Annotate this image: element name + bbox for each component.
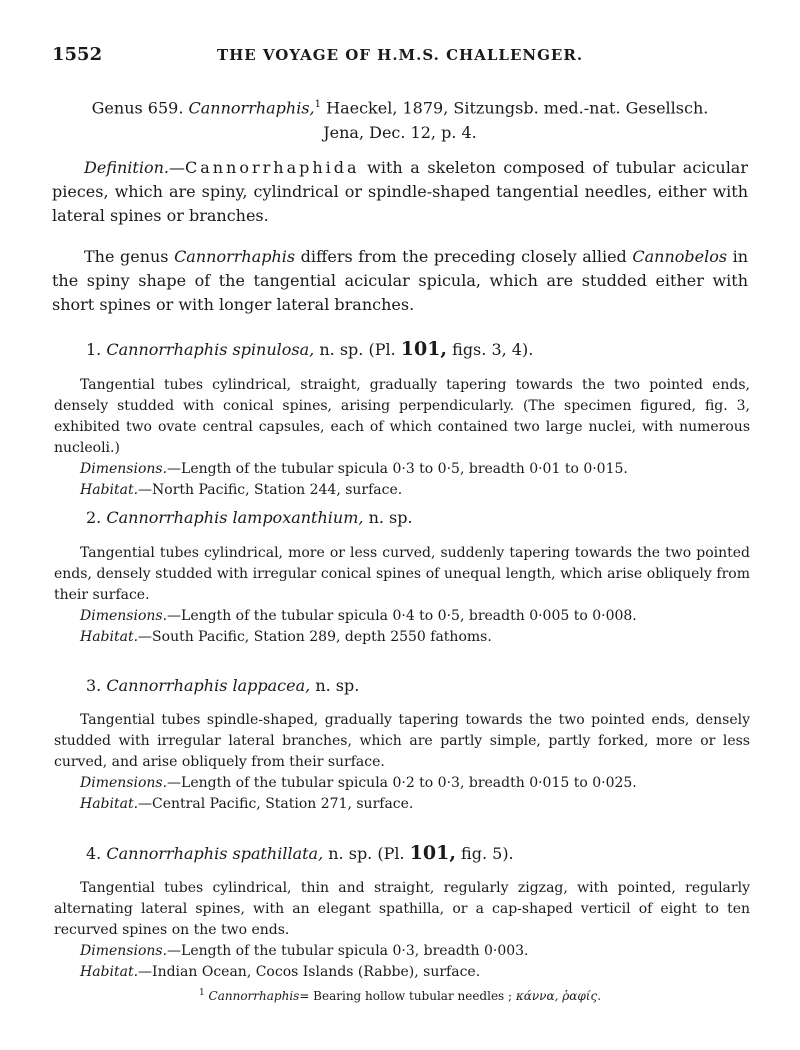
species-name: Cannorrhaphis spinulosa, [106,340,315,359]
footnote-term: Cannorrhaphis [208,989,300,1003]
running-head [52,44,748,68]
species-heading: 2. Cannorrhaphis lampoxanthium, n. sp. [86,508,413,527]
comparison-paragraph: The genus Cannorrhaphis differs from the preceding closely allied Cannobelos in the spiny shape of the tangential acicular spicula, which are studded either with short spines or with longer lateral branches. [52,247,749,314]
dimensions-line: Dimensions.—Length of the tubular spicula 0·3 to 0·5, breadth 0·01 to 0·015. [80,461,628,477]
definition-text: with a skeleton composed of tubular acicular pieces, which are spiny, cylindrical or spindle-shaped tangential needles, either with lateral spines or branches. [52,158,748,225]
genus-prefix: Genus 659. [91,98,184,118]
species-heading: 1. Cannorrhaphis spinulosa, n. sp. (Pl. 101, figs. 3, 4). [86,338,534,360]
genus-name: Cannorrhaphis, [188,98,315,118]
habitat-line: Habitat.—South Pacific, Station 289, depth 2550 fathoms. [80,629,492,645]
dimensions-line: Dimensions.—Length of the tubular spicula 0·2 to 0·3, breadth 0·015 to 0·025. [80,775,637,791]
species-description: Tangential tubes cylindrical, thin and straight, regularly zigzag, with pointed, regularly alternating lateral spines, with an elegant spathilla, or a cap-shaped verticil of eight to ten recurved spines on the two ends. Dimensions.—Length of the tubular spicula 0·3, breadth 0·003. Habitat.—Indian Ocean, Cocos Islands (Rabbe), surface. [54,878,750,983]
dimensions-line: Dimensions.—Length of the tubular spicula 0·3, breadth 0·003. [80,943,529,959]
allied-genus-ref: Cannobelos [632,247,728,266]
species-heading: 3. Cannorrhaphis lappacea, n. sp. [86,676,360,695]
species-description: Tangential tubes cylindrical, more or less curved, suddenly tapering towards the two pointed ends, densely studded with irregular conical spines of unequal length, which arise obliquely from their surface. Dimensions.—Length of the tubular spicula 0·4 to 0·5, breadth 0·005 to 0·008. Habitat.—South Pacific, Station 289, depth 2550 fathoms. [54,543,750,648]
species-name: Cannorrhaphis spathillata, [106,844,324,863]
definition-label: Definition. [84,158,169,177]
dimensions-line: Dimensions.—Length of the tubular spicula 0·4 to 0·5, breadth 0·005 to 0·008. [80,608,637,624]
footnote-ref: 1 [314,99,322,110]
genus-citation-cont: Jena, Dec. 12, p. 4. [323,123,477,143]
running-title: THE VOYAGE OF H.M.S. CHALLENGER. [216,46,584,64]
group-name: Cannorrhaphida [184,158,360,177]
definition-paragraph: Definition.—Cannorrhaphida with a skeleton composed of tubular acicular pieces, which are spiny, cylindrical or spindle-shaped tangential needles, either with lateral spines or branches. [52,158,748,225]
page-number: 1552 [52,44,103,65]
habitat-line: Habitat.—North Pacific, Station 244, surface. [80,482,403,498]
species-description: Tangential tubes cylindrical, straight, gradually tapering towards the two pointed ends, densely studded with conical spines, arising perpendicularly. (The specimen figured, fig. 3, exhibited two ovate central capsules, each of which contained two large nuclei, with numerous nucleoli.) Dimensions.—Length of the tubular spicula 0·3 to 0·5, breadth 0·01 to 0·015. Habitat.—North Pacific, Station 244, surface. [54,375,750,501]
genus-ref: Cannorrhaphis [174,247,296,266]
genus-heading [52,92,748,145]
species-heading: 4. Cannorrhaphis spathillata, n. sp. (Pl. 101, fig. 5). [86,842,514,864]
species-name: Cannorrhaphis lappacea, [106,676,311,695]
habitat-line: Habitat.—Central Pacific, Station 271, surface. [80,796,414,812]
habitat-line: Habitat.—Indian Ocean, Cocos Islands (Rabbe), surface. [80,964,481,980]
genus-citation: Haeckel, 1879, Sitzungsb. med.-nat. Gesellsch. [326,98,709,118]
footnote: $^1$ Cannorrhaphis= Bearing hollow tubular needles ; κάννα, ῥαφίς. [198,988,602,1003]
species-description: Tangential tubes spindle-shaped, gradually tapering towards the two pointed ends, densely studded with irregular lateral branches, which are partly simple, partly forked, more or less curved, and arise obliquely from their surface. Dimensions.—Length of the tubular spicula 0·2 to 0·3, breadth 0·015 to 0·025. Habitat.—Central Pacific, Station 271, surface. [54,710,750,815]
species-name: Cannorrhaphis lampoxanthium, [106,508,364,527]
footnote-greek: κάννα, ῥαφίς. [515,989,602,1003]
